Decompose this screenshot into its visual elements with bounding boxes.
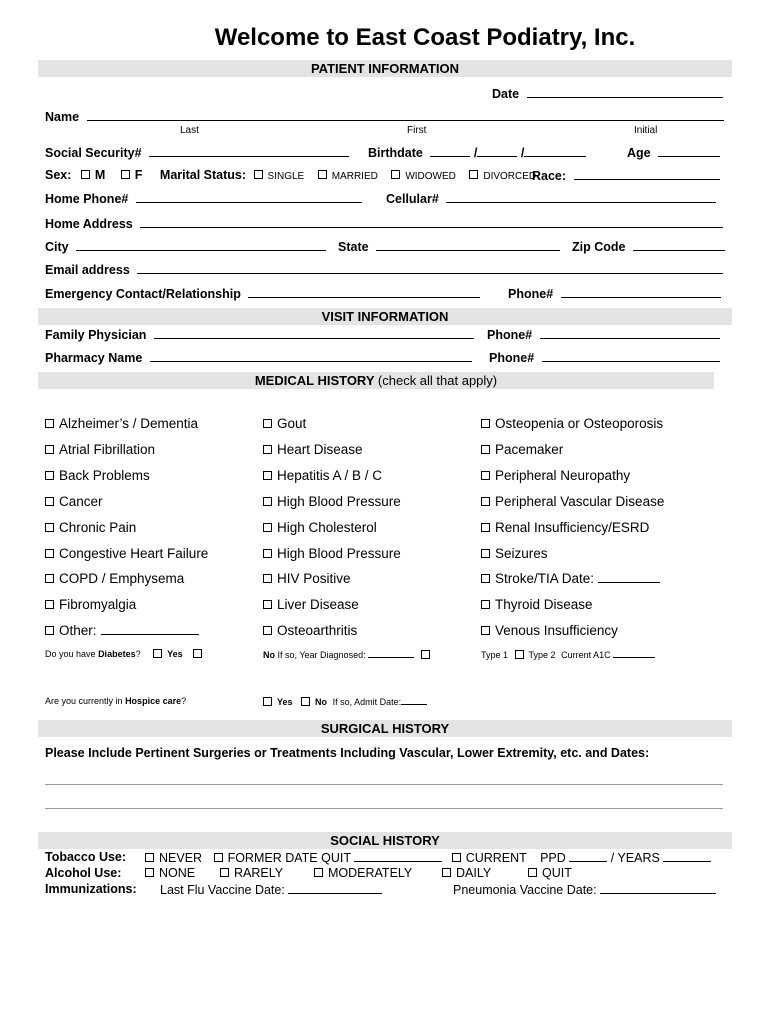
condition-checkbox[interactable] [45, 626, 54, 635]
condition-checkbox[interactable] [481, 497, 490, 506]
alcohol-quit-label: QUIT [542, 866, 572, 880]
alcohol-quit-checkbox[interactable] [528, 868, 537, 877]
married-checkbox[interactable] [318, 170, 327, 179]
condition-label: High Blood Pressure [277, 494, 401, 509]
physician-field[interactable] [154, 327, 474, 339]
a1c-field[interactable] [613, 649, 655, 658]
cellular-label: Cellular# [386, 192, 439, 206]
condition-label: Peripheral Neuropathy [495, 468, 631, 483]
type2-checkbox[interactable] [515, 650, 524, 659]
hospice-question: Are you currently in [45, 696, 123, 706]
condition-item [263, 597, 359, 612]
condition-checkbox[interactable] [481, 445, 490, 454]
physician-phone-row [487, 327, 720, 342]
condition-checkbox[interactable] [45, 419, 54, 428]
condition-label: Chronic Pain [59, 520, 137, 535]
pneumonia-date-field[interactable] [600, 882, 716, 894]
pharmacy-row [45, 350, 472, 365]
condition-item [45, 597, 136, 612]
condition-label: Hepatitis A / B / C [277, 468, 383, 483]
emergency-row [45, 286, 480, 301]
alcohol-daily-checkbox[interactable] [442, 868, 451, 877]
last-caption: Last [180, 125, 199, 136]
email-row [45, 262, 723, 277]
condition-checkbox[interactable] [45, 574, 54, 583]
condition-label: HIV Positive [277, 571, 351, 586]
tobacco-former-checkbox[interactable] [214, 853, 223, 862]
race-row [532, 168, 720, 183]
date-field[interactable] [527, 86, 723, 98]
pneumonia-label: Pneumonia Vaccine Date: [453, 883, 597, 897]
date-row [492, 86, 723, 101]
hospice-yes-checkbox[interactable] [263, 697, 272, 706]
years-label: / YEARS [610, 851, 660, 865]
condition-item [263, 468, 382, 483]
type2-label: Type 2 [528, 650, 556, 660]
pharmacy-field[interactable] [150, 350, 472, 362]
initial-caption: Initial [634, 125, 658, 136]
tobacco-former-label: FORMER [227, 851, 282, 865]
name-row [45, 109, 724, 124]
condition-item [263, 623, 357, 638]
name-field[interactable] [87, 109, 724, 121]
hospice-yes-label: Yes [277, 697, 293, 707]
ssn-label: Social Security# [45, 146, 142, 160]
date-label: Date [492, 87, 520, 101]
city-label: City [45, 240, 69, 254]
home-phone-row [45, 191, 362, 206]
condition-label: Other: [59, 623, 97, 638]
condition-checkbox[interactable] [45, 445, 54, 454]
tobacco-options [145, 850, 711, 865]
admit-date-field[interactable] [401, 696, 427, 705]
diabetes-question: Do you have [45, 649, 96, 659]
form-title: Welcome to East Coast Podiatry, Inc. [214, 24, 636, 51]
condition-item [45, 520, 136, 535]
condition-label: Pacemaker [495, 442, 564, 457]
section-medical-history [38, 372, 714, 389]
condition-checkbox[interactable] [263, 626, 272, 635]
email-field[interactable] [137, 262, 723, 274]
age-field[interactable] [658, 145, 720, 157]
condition-label: Stroke/TIA Date: [495, 571, 595, 586]
ssn-field[interactable] [149, 145, 349, 157]
condition-item [263, 546, 401, 561]
hospice-row [45, 696, 186, 706]
alcohol-options [145, 866, 195, 880]
married-label: MARRIED [331, 171, 378, 182]
condition-checkbox[interactable] [263, 471, 272, 480]
tobacco-current-checkbox[interactable] [452, 853, 461, 862]
emergency-field[interactable] [248, 286, 480, 298]
flu-label: Last Flu Vaccine Date: [160, 883, 285, 897]
condition-item [45, 468, 150, 483]
condition-item [481, 494, 664, 509]
race-field[interactable] [574, 168, 720, 180]
home-address-field[interactable] [140, 216, 723, 228]
condition-checkbox[interactable] [263, 549, 272, 558]
zip-label: Zip Code [572, 240, 626, 254]
diabetes-yes-checkbox[interactable] [153, 649, 162, 658]
other-condition-field[interactable] [101, 623, 199, 635]
home-phone-label: Home Phone# [45, 192, 129, 206]
condition-label: Osteopenia or Osteoporosis [495, 416, 664, 431]
condition-item [45, 494, 103, 509]
tobacco-current-label: CURRENT [465, 851, 527, 865]
single-label: SINGLE [267, 171, 305, 182]
years-field[interactable] [663, 850, 711, 862]
condition-checkbox[interactable] [481, 549, 490, 558]
question-mark: ? [181, 696, 187, 706]
year-diagnosed-field[interactable] [368, 649, 414, 658]
zip-row [572, 239, 725, 254]
condition-item [481, 520, 649, 535]
type1-checkbox[interactable] [421, 650, 430, 659]
cellular-row [386, 191, 716, 206]
emergency-phone-label: Phone# [508, 287, 554, 301]
condition-label: Liver Disease [277, 597, 359, 612]
alcohol-moderately-checkbox[interactable] [314, 868, 323, 877]
condition-checkbox[interactable] [263, 600, 272, 609]
condition-label: Gout [277, 416, 307, 431]
a1c-label: Current A1C [561, 650, 611, 660]
condition-item [263, 442, 363, 457]
alcohol-rarely [220, 866, 283, 880]
condition-checkbox[interactable] [263, 574, 272, 583]
state-row [338, 239, 560, 254]
medical-history-title: MEDICAL HISTORY [254, 373, 375, 388]
surgical-line-2[interactable] [45, 808, 723, 809]
section-social-history: SOCIAL HISTORY [38, 832, 732, 849]
name-label: Name [45, 110, 80, 124]
condition-item [45, 416, 198, 431]
type1-label: Type 1 [481, 650, 509, 660]
physician-row [45, 327, 474, 342]
hospice-no-label: No [315, 697, 328, 707]
condition-checkbox[interactable] [45, 549, 54, 558]
birth-slash: / [473, 146, 478, 160]
stroke-date-field[interactable] [598, 571, 660, 583]
first-caption: First [407, 125, 427, 136]
condition-checkbox[interactable] [45, 471, 54, 480]
surgical-line-1[interactable] [45, 784, 723, 785]
alcohol-rarely-label: RARELY [234, 866, 284, 880]
alcohol-label: Alcohol Use: [45, 866, 122, 880]
condition-item [263, 416, 306, 431]
alcohol-daily-label: DAILY [456, 866, 492, 880]
physician-label: Family Physician [45, 328, 147, 342]
surgical-instruction: Please Include Pertinent Surgeries or Treatments Including Vascular, Lower Extremity, etc. and Dates: [45, 746, 650, 760]
diabetes-yes-label: Yes [167, 649, 183, 659]
pharmacy-phone-row [489, 350, 720, 365]
widowed-label: WIDOWED [405, 171, 456, 182]
city-field[interactable] [76, 239, 326, 251]
condition-label: Renal Insufficiency/ESRD [495, 520, 650, 535]
date-quit-label: DATE QUIT [285, 851, 351, 865]
alcohol-daily [442, 866, 491, 880]
condition-item [481, 571, 660, 586]
section-surgical-history: SURGICAL HISTORY [38, 720, 732, 737]
birthdate-row [368, 145, 586, 160]
divorced-checkbox[interactable] [469, 170, 478, 179]
condition-item [481, 468, 630, 483]
condition-checkbox[interactable] [481, 523, 490, 532]
emergency-label: Emergency Contact/Relationship [45, 287, 241, 301]
state-field[interactable] [376, 239, 560, 251]
condition-checkbox[interactable] [263, 497, 272, 506]
condition-checkbox[interactable] [481, 600, 490, 609]
tobacco-never-checkbox[interactable] [145, 853, 154, 862]
physician-phone-field[interactable] [540, 327, 720, 339]
condition-item [481, 623, 618, 638]
condition-item [263, 520, 377, 535]
condition-item [481, 442, 563, 457]
marital-label: Marital Status: [159, 168, 247, 182]
pharmacy-phone-label: Phone# [489, 351, 535, 365]
birth-slash: / [520, 146, 525, 160]
condition-label: Atrial Fibrillation [59, 442, 156, 457]
question-mark: ? [135, 649, 141, 659]
condition-checkbox[interactable] [45, 497, 54, 506]
physician-phone-label: Phone# [487, 328, 533, 342]
diabetes-type-row [481, 649, 655, 660]
email-label: Email address [45, 263, 130, 277]
immunizations-label: Immunizations: [45, 882, 137, 896]
condition-label: Fibromyalgia [59, 597, 137, 612]
condition-checkbox[interactable] [263, 523, 272, 532]
alcohol-rarely-checkbox[interactable] [220, 868, 229, 877]
flu-date-field[interactable] [288, 882, 382, 894]
age-label: Age [627, 146, 651, 160]
alcohol-quit [528, 866, 572, 880]
single-checkbox[interactable] [254, 170, 263, 179]
birth-year-field[interactable] [524, 145, 586, 157]
alcohol-none-label: NONE [159, 866, 196, 880]
age-row [627, 145, 720, 160]
ppd-field[interactable] [569, 850, 607, 862]
condition-label: High Blood Pressure [277, 546, 401, 561]
condition-item [45, 571, 184, 586]
pharmacy-phone-field[interactable] [542, 350, 720, 362]
admit-date-label: If so, Admit Date: [332, 697, 402, 707]
ssn-row [45, 145, 349, 160]
sex-f-label: F [134, 168, 143, 182]
section-visit-information: VISIT INFORMATION [38, 308, 732, 325]
widowed-checkbox[interactable] [391, 170, 400, 179]
diabetes-detail-row [263, 649, 435, 660]
condition-checkbox[interactable] [481, 574, 490, 583]
alcohol-none-checkbox[interactable] [145, 868, 154, 877]
pharmacy-label: Pharmacy Name [45, 351, 143, 365]
condition-checkbox[interactable] [45, 600, 54, 609]
condition-item [263, 571, 351, 586]
divorced-label: DIVORCED [483, 171, 537, 182]
sex-marital-row [45, 168, 536, 182]
sex-m-checkbox[interactable] [81, 170, 90, 179]
condition-label: COPD / Emphysema [59, 571, 185, 586]
flu-row [160, 882, 382, 897]
birth-day-field[interactable] [477, 145, 517, 157]
tobacco-label: Tobacco Use: [45, 850, 127, 864]
condition-checkbox[interactable] [45, 523, 54, 532]
alcohol-moderately-label: MODERATELY [328, 866, 413, 880]
condition-label: Cancer [59, 494, 103, 509]
condition-item [481, 416, 663, 431]
emergency-phone-field[interactable] [561, 286, 721, 298]
sex-label: Sex: [45, 168, 72, 182]
condition-label: Peripheral Vascular Disease [495, 494, 665, 509]
condition-label: Congestive Heart Failure [59, 546, 209, 561]
condition-item [45, 442, 155, 457]
home-address-row [45, 216, 723, 231]
ppd-label: PPD [540, 851, 566, 865]
condition-label: Venous Insufficiency [495, 623, 618, 638]
condition-label: Alzheimer’s / Dementia [59, 416, 199, 431]
year-diagnosed-label: If so, Year Diagnosed: [277, 650, 366, 660]
emergency-phone-row [508, 286, 721, 301]
zip-field[interactable] [633, 239, 725, 251]
sex-f-checkbox[interactable] [121, 170, 130, 179]
condition-label: Thyroid Disease [495, 597, 593, 612]
condition-checkbox[interactable] [263, 419, 272, 428]
condition-item [481, 597, 593, 612]
condition-label: Heart Disease [277, 442, 363, 457]
state-label: State [338, 240, 369, 254]
diabetes-no-label: No [263, 650, 275, 660]
condition-checkbox[interactable] [481, 471, 490, 480]
alcohol-moderately [314, 866, 412, 880]
diabetes-label: Diabetes [98, 649, 136, 659]
condition-item [481, 546, 548, 561]
condition-item [45, 546, 208, 561]
condition-checkbox[interactable] [263, 445, 272, 454]
condition-item [263, 494, 401, 509]
diabetes-no-checkbox[interactable] [193, 649, 202, 658]
condition-label: Seizures [495, 546, 548, 561]
medical-history-note: (check all that apply) [377, 373, 498, 388]
birth-month-field[interactable] [430, 145, 470, 157]
condition-checkbox[interactable] [481, 626, 490, 635]
birthdate-label: Birthdate [368, 146, 423, 160]
condition-label: Osteoarthritis [277, 623, 358, 638]
pneumonia-row [453, 882, 716, 897]
tobacco-never-label: NEVER [159, 851, 203, 865]
home-phone-field[interactable] [136, 191, 362, 203]
hospice-label: Hospice care [125, 696, 182, 706]
city-row [45, 239, 326, 254]
condition-label: Back Problems [59, 468, 150, 483]
home-address-label: Home Address [45, 217, 133, 231]
hospice-answer-row [263, 696, 427, 707]
condition-item [45, 623, 199, 638]
hospice-no-checkbox[interactable] [301, 697, 310, 706]
cellular-field[interactable] [446, 191, 716, 203]
condition-label: High Cholesterol [277, 520, 377, 535]
date-quit-field[interactable] [354, 850, 442, 862]
sex-m-label: M [94, 168, 106, 182]
race-label: Race: [532, 169, 567, 183]
condition-checkbox[interactable] [481, 419, 490, 428]
section-patient-information: PATIENT INFORMATION [38, 60, 732, 77]
diabetes-row [45, 649, 207, 659]
